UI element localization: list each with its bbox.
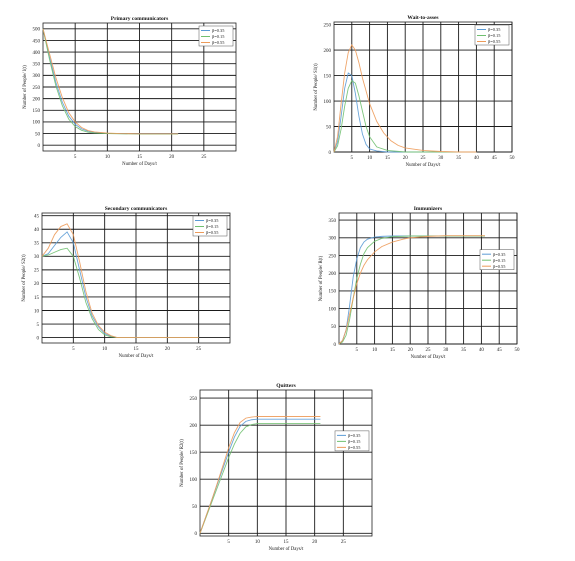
y-tick-label: 150	[328, 289, 336, 295]
x-tick-label: 40	[473, 156, 479, 161]
y-tick-label: 300	[328, 236, 336, 242]
y-tick-label: 100	[32, 120, 40, 126]
chart-title: Immunizers	[413, 206, 443, 212]
x-tick-label: 15	[389, 348, 395, 353]
legend-label: β=0.15	[348, 438, 361, 444]
legend-label: β=0.15	[206, 224, 219, 230]
legend-label: β=0.55	[493, 263, 506, 269]
chart-panel-2	[314, 15, 515, 168]
y-tick-label: 250	[189, 396, 197, 402]
y-tick-label: 350	[328, 218, 336, 224]
x-tick-label: 30	[443, 348, 449, 353]
y-tick-label: 50	[192, 505, 197, 511]
legend-label: β=0.35	[212, 28, 225, 34]
chart-title: Secondary communicators	[104, 206, 168, 212]
y-tick-label: 100	[189, 478, 197, 484]
y-axis-label: Number of People/ I(t)	[23, 65, 28, 109]
y-axis-label: Number of People/ R2(t)	[180, 439, 185, 487]
y-tick-label: 450	[32, 39, 40, 45]
y-tick-label: 30	[34, 255, 39, 261]
y-tick-label: 100	[323, 99, 331, 105]
y-axis-label: Number of People/ S1(t)	[314, 63, 319, 111]
x-tick-label: 25	[201, 155, 207, 160]
y-tick-label: 250	[328, 254, 336, 260]
chart-panel-3	[22, 206, 230, 359]
x-tick-label: 15	[384, 156, 390, 161]
y-tick-label: 5	[36, 322, 39, 328]
legend-label: β=0.15	[488, 33, 501, 39]
x-tick-label: 35	[461, 348, 467, 353]
x-tick-label: 10	[102, 347, 108, 352]
x-tick-label: 40	[478, 348, 484, 353]
x-tick-label: 10	[104, 155, 110, 160]
y-tick-label: 0	[36, 336, 39, 342]
y-tick-label: 0	[194, 532, 197, 538]
y-tick-label: 45	[34, 214, 39, 220]
y-axis-label: Number of People/ R(t)	[319, 255, 324, 302]
x-tick-label: 20	[164, 347, 170, 352]
y-tick-label: 150	[32, 109, 40, 115]
y-tick-label: 50	[326, 125, 331, 131]
x-tick-label: 10	[367, 156, 373, 161]
y-tick-label: 200	[32, 97, 40, 103]
y-tick-label: 35	[34, 241, 39, 247]
legend-label: β=0.55	[212, 40, 225, 46]
y-tick-label: 50	[35, 132, 40, 138]
y-tick-label: 40	[34, 228, 39, 234]
x-tick-label: 25	[340, 540, 346, 545]
y-tick-label: 150	[189, 450, 197, 456]
legend-label: β=0.35	[493, 251, 506, 257]
x-tick-label: 15	[137, 155, 142, 160]
y-tick-label: 200	[328, 271, 336, 277]
y-tick-label: 50	[331, 325, 336, 331]
x-tick-label: 5	[72, 347, 75, 352]
legend-label: β=0.55	[488, 39, 501, 45]
y-tick-label: 10	[34, 309, 39, 315]
x-tick-label: 15	[283, 540, 289, 545]
legend-label: β=0.35	[348, 432, 361, 438]
x-axis-label: Number of Days/t	[122, 162, 157, 167]
legend-label: β=0.35	[206, 218, 219, 224]
x-tick-label: 5	[350, 156, 354, 161]
legend-label: β=0.15	[493, 257, 506, 263]
y-tick-label: 350	[32, 62, 40, 68]
x-tick-label: 5	[73, 155, 77, 160]
legend-label: β=0.55	[206, 230, 219, 236]
x-tick-label: 25	[425, 348, 431, 353]
y-tick-label: 300	[32, 74, 40, 80]
y-tick-label: 250	[323, 23, 331, 29]
chart-title: Quitters	[276, 383, 296, 389]
x-tick-label: 25	[196, 347, 202, 352]
x-tick-label: 45	[491, 156, 497, 161]
x-tick-label: 25	[420, 156, 426, 161]
x-tick-label: 50	[514, 348, 520, 353]
legend-label: β=0.15	[212, 34, 225, 40]
y-tick-label: 25	[34, 268, 39, 274]
y-tick-label: 250	[32, 85, 40, 91]
y-axis-label: Number of People/ S2(t)	[22, 254, 27, 302]
y-tick-label: 500	[32, 27, 40, 33]
legend-label: β=0.55	[348, 444, 361, 450]
x-tick-label: 5	[227, 540, 230, 545]
y-tick-label: 15	[34, 295, 39, 301]
x-tick-label: 20	[407, 348, 413, 353]
x-axis-label: Number of Days/t	[268, 547, 304, 552]
y-tick-label: 20	[34, 282, 39, 288]
y-tick-label: 0	[37, 143, 40, 149]
y-tick-label: 200	[189, 423, 197, 429]
y-tick-label: 400	[32, 50, 40, 56]
chart-title: Primary communicators	[110, 16, 169, 22]
legend-label: β=0.35	[488, 27, 501, 33]
x-axis-label: Number of Days/t	[405, 163, 441, 168]
x-tick-label: 20	[402, 156, 408, 161]
x-axis-label: Number of Days/t	[118, 354, 154, 359]
y-tick-label: 0	[333, 342, 336, 348]
chart-panel-4	[319, 206, 520, 360]
x-axis-label: Number of Days/t	[410, 355, 446, 360]
x-tick-label: 35	[456, 156, 462, 161]
x-tick-label: 20	[312, 540, 318, 545]
y-tick-label: 150	[323, 74, 331, 80]
y-tick-label: 100	[328, 307, 336, 313]
x-tick-label: 30	[438, 156, 444, 161]
x-tick-label: 20	[169, 155, 175, 160]
x-tick-label: 10	[254, 540, 260, 545]
y-tick-label: 200	[323, 48, 331, 54]
x-tick-label: 5	[355, 348, 359, 353]
chart-panel-5	[180, 383, 372, 552]
chart-title: Wait-to-asses	[407, 15, 439, 21]
x-tick-label: 50	[509, 156, 515, 161]
x-tick-label: 15	[133, 347, 139, 352]
x-tick-label: 45	[496, 348, 502, 353]
chart-panel-1	[23, 16, 236, 167]
x-tick-label: 10	[372, 348, 378, 353]
y-tick-label: 0	[328, 150, 331, 156]
